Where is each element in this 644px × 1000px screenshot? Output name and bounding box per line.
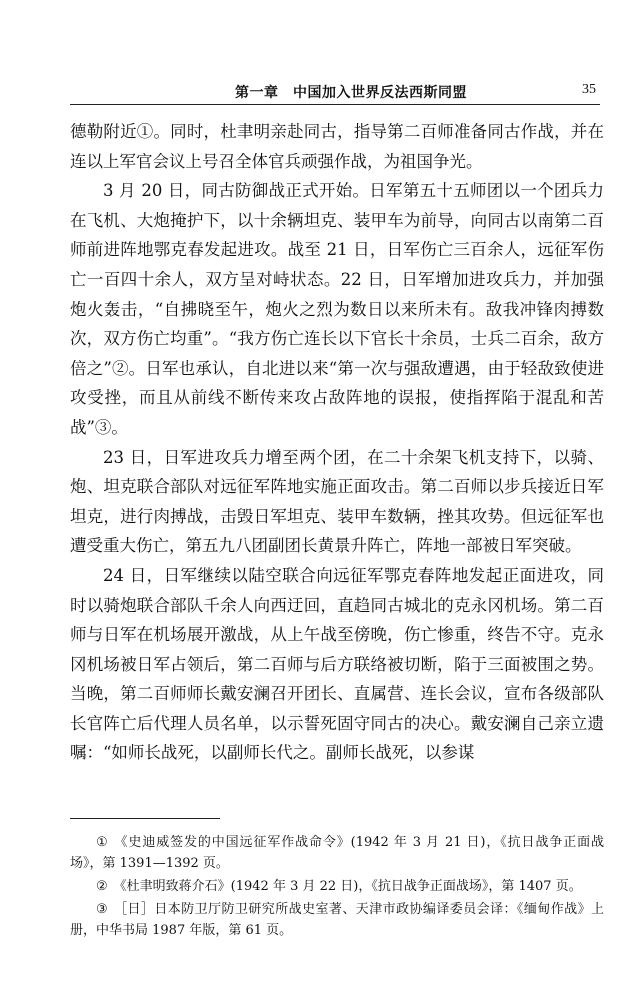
footnote-separator [70,818,220,819]
footnote-2-text: 《杜聿明致蒋介石》(1942 年 3 月 22 日)，《抗日战争正面战场》，第 1407 页。 [113,879,582,894]
paragraph-4: 24 日，日军继续以陆空联合向远征军鄂克春阵地发起正面进攻，同时以骑炮联合部队千余人向西迂回，直趋同古城北的克永冈机场。第二百师与日军在机场展开激战，从上午战至傍晚，伤亡惨重，终告不守。克永冈机场被日军占领后，第二百师与后方联络被切断，陷于三面被围之势。当晚，第二百师师长戴安澜召开团长、直属营、连长会议，宣布各级部队长官阵亡后代理人员名单，以示誓死固守同古的决心。戴安澜自己亲立遗嘱：“如师长战死，以副师长代之。副师长战死，以参谋 [70,565,604,763]
page-number: 35 [582,82,596,97]
footnote-1-text: 《史迪威签发的中国远征军作战命令》(1942 年 3 月 21 日)，《抗日战争正面战场》，第 1391—1392 页。 [70,835,605,871]
footnote-3-text: ［日］日本防卫厅防卫研究所战史室著、天津市政协编译委员会译：《缅甸作战》上册，中华书局 1987 年版，第 61 页。 [70,902,604,938]
footnotes [70,832,604,943]
footnote-2 [70,876,604,897]
running-header [70,80,600,105]
footnote-1-mark: ① [96,835,109,850]
main-text [70,117,604,768]
footnote-2-mark: ② [96,879,108,894]
paragraph-2: 3 月 20 日，同古防御战正式开始。日军第五十五师团以一个团兵力在飞机、大炮掩护下，以十余辆坦克、装甲车为前导，向同古以南第二百师前进阵地鄂克春发起进攻。战至 21 日，日军伤亡三百余人，远征军伤亡一百四十余人，双方呈对峙状态。22 日，日军增加进攻兵力，并加强炮火轰击，“自拂晓至午，炮火之烈为数日以来所未有。敌我冲锋肉搏数次，双方伤亡均重”。“我方伤亡连长以下官长十余员，士兵二百余，敌方倍之”②。日军也承认，自北进以来“第一次与强敌遭遇，由于轻敌致使进攻受挫，而且从前线不断传来攻占敌阵地的误报，使指挥陷于混乱和苦战”③。 [70,181,604,437]
footnote-1 [70,832,604,874]
footnote-3-mark: ③ [96,902,109,917]
footnote-3 [70,899,604,941]
chapter-title: 第一章 中国加入世界反法西斯同盟 [235,85,467,101]
paragraph-3: 23 日，日军进攻兵力增至两个团，在二十余架飞机支持下，以骑、炮、坦克联合部队对远征军阵地实施正面攻击。第二百师以步兵接近日军坦克，进行肉搏战，击毁日军坦克、装甲车数辆，挫其攻势。但远征军也遭受重大伤亡，第五九八团副团长黄景升阵亡，阵地一部被日军突破。 [70,447,604,556]
paragraph-1: 德勒附近①。同时，杜聿明亲赴同古，指导第二百师准备同古作战，并在连以上军官会议上号召全体官兵顽强作战，为祖国争光。 [70,122,604,171]
